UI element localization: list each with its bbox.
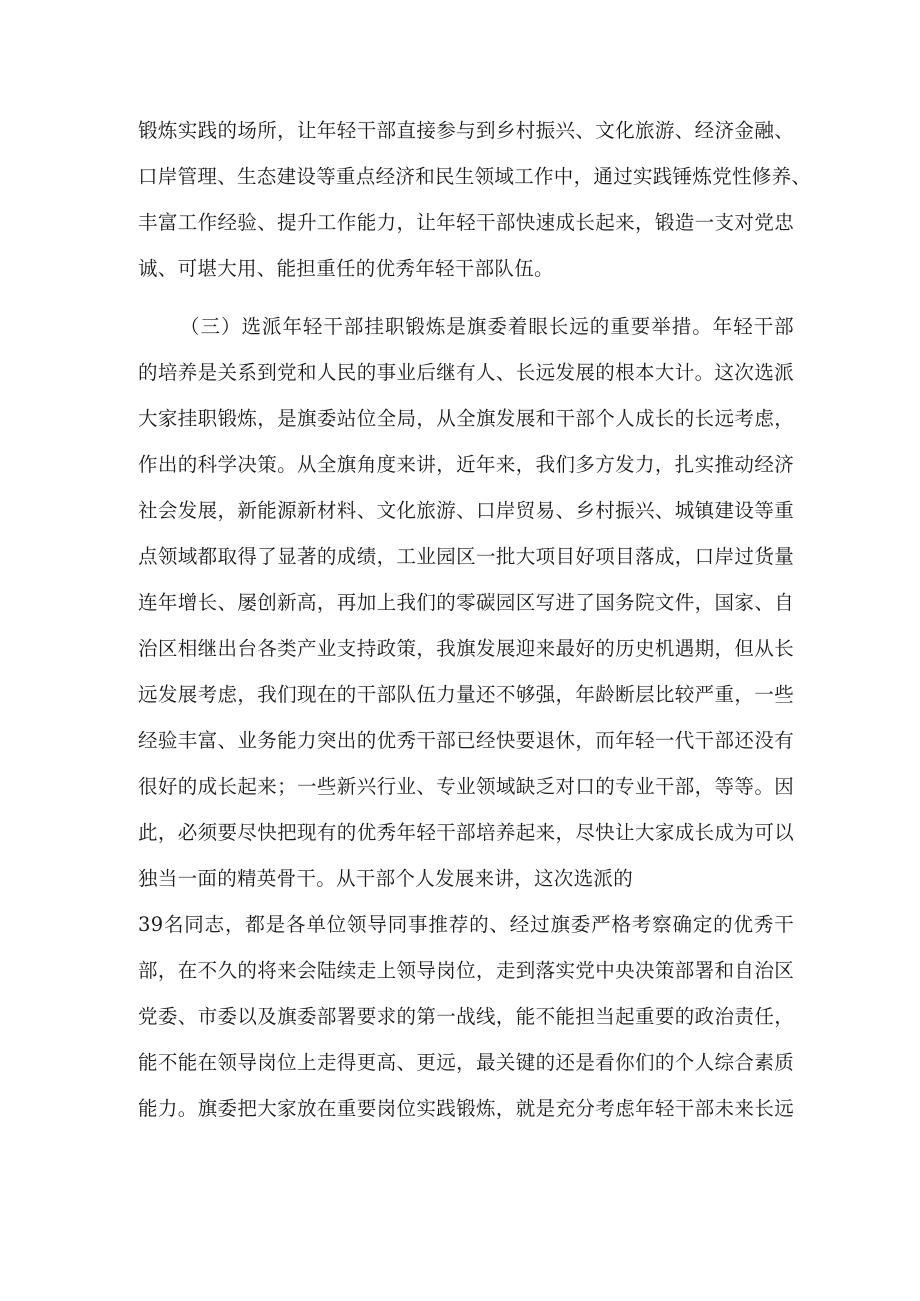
text-line: 治区相继出台各类产业支持政策，我旗发展迎来最好的历史机遇期，但从长	[138, 637, 794, 660]
text-line: 锻炼实践的场所，让年轻干部直接参与到乡村振兴、文化旅游、经济金融、	[138, 119, 794, 142]
text-line: 很好的成长起来；一些新兴行业、专业领域缺乏对口的专业干部，等等。因	[138, 775, 794, 798]
text-line: 远发展考虑，我们现在的干部队伍力量还不够强，年龄断层比较严重，一些	[138, 683, 794, 706]
text-line: 独当一面的精英骨干。从干部个人发展来讲，这次选派的	[138, 867, 634, 890]
text-line: 社会发展，新能源新材料、文化旅游、口岸贸易、乡村振兴、城镇建设等重	[138, 499, 794, 522]
paragraph	[138, 108, 812, 292]
text-line: 口岸管理、生态建设等重点经济和民生领域工作中，通过实践锤炼党性修养、	[138, 165, 812, 188]
text-line: 能力。旗委把大家放在重要岗位实践锻炼，就是充分考虑年轻干部未来长远	[138, 1097, 794, 1120]
paragraph	[138, 304, 794, 902]
text-line: 经验丰富、业务能力突出的优秀干部已经快要退休，而年轻一代干部还没有	[138, 729, 794, 752]
text-line: 的培养是关系到党和人民的事业后继有人、长远发展的根本大计。这次选派	[138, 361, 794, 384]
text-line: 连年增长、屡创新高，再加上我们的零碳园区写进了国务院文件，国家、自	[138, 591, 794, 614]
body-text	[138, 108, 812, 1132]
text-line: 能不能在领导岗位上走得更高、更远，最关键的还是看你们的个人综合素质	[138, 1051, 794, 1074]
text-line: 39名同志，都是各单位领导同事推荐的、经过旗委严格考察确定的优秀干	[138, 913, 794, 936]
text-line: 诚、可堪大用、能担重任的优秀年轻干部队伍。	[138, 257, 554, 280]
text-line: 作出的科学决策。从全旗角度来讲，近年来，我们多方发力，扎实推动经济	[138, 453, 794, 476]
text-line: 此，必须要尽快把现有的优秀年轻干部培养起来，尽快让大家成长成为可以	[138, 821, 794, 844]
text-line: 党委、市委以及旗委部署要求的第一战线，能不能担当起重要的政治责任，	[138, 1005, 794, 1028]
text-line: 部，在不久的将来会陆续走上领导岗位，走到落实党中央决策部署和自治区	[138, 959, 794, 982]
text-line: （三）选派年轻干部挂职锻炼是旗委着眼长远的重要举措。年轻干部	[180, 315, 794, 338]
paragraph-gap	[138, 292, 794, 304]
text-line: 大家挂职锻炼，是旗委站位全局，从全旗发展和干部个人成长的长远考虑，	[138, 407, 794, 430]
text-line: 点领域都取得了显著的成绩，工业园区一批大项目好项目落成，口岸过货量	[138, 545, 794, 568]
paragraph	[138, 902, 794, 1132]
text-line: 丰富工作经验、提升工作能力，让年轻干部快速成长起来，锻造一支对党忠	[138, 211, 794, 234]
